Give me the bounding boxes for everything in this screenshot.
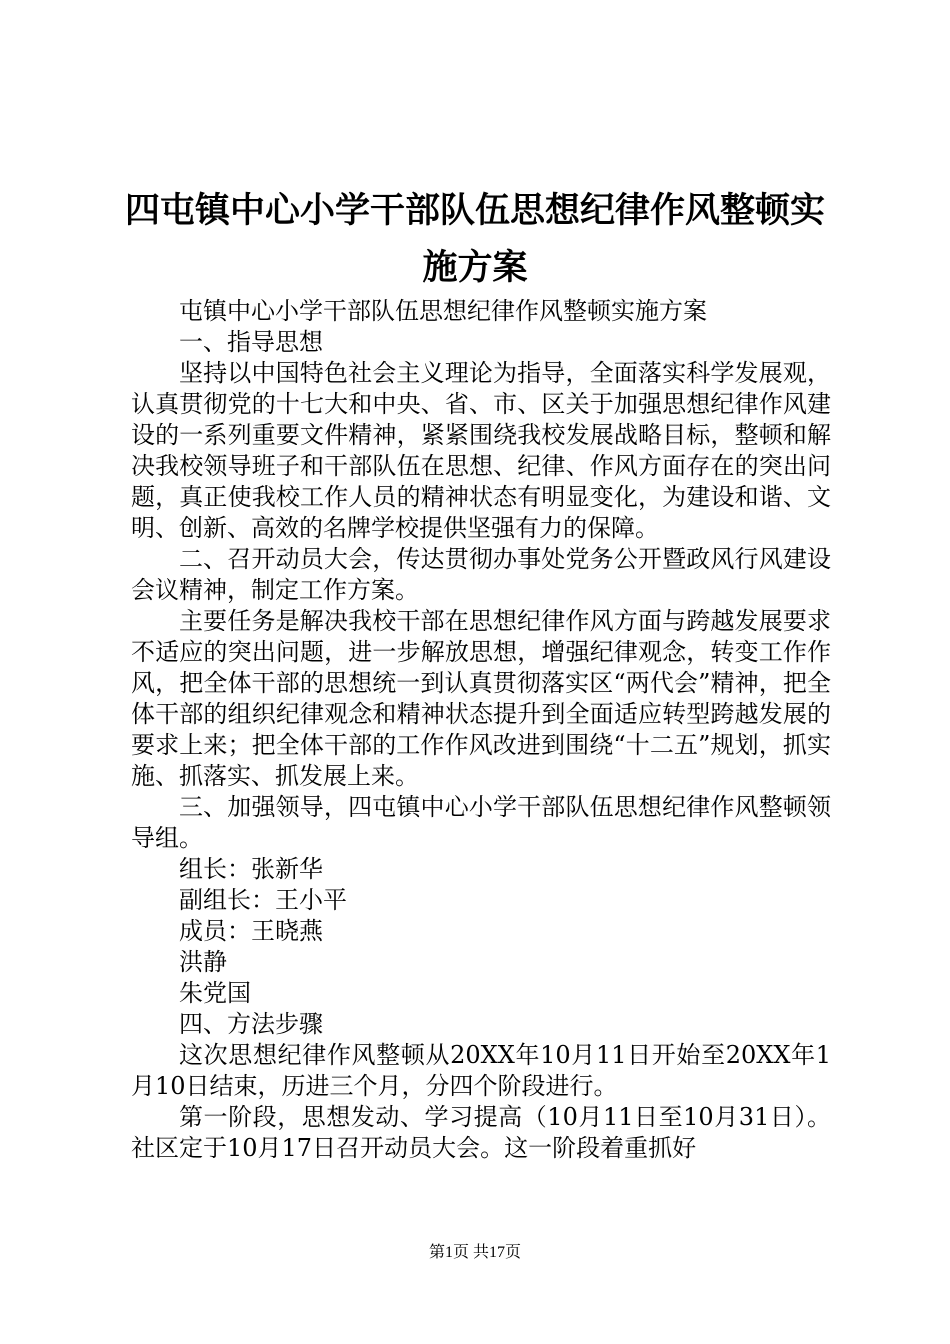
page-footer: 第1页 共17页 <box>428 1244 521 1261</box>
members-line: 成员：王晓燕 <box>179 917 323 945</box>
leader-line: 组长：张新华 <box>179 855 323 883</box>
paragraph-phase-one: 第一阶段，思想发动、学习提高（10月11日至10月31日）。社区定于10月17日召开动员大会。这一阶段着重抓好 <box>131 1103 831 1162</box>
deputy-leader-line: 副组长：王小平 <box>179 886 347 914</box>
paragraph-guiding-ideology: 坚持以中国特色社会主义理论为指导，全面落实科学发展观，认真贯彻党的十七大和中央、省、市、区关于加强思想纪律作风建设的一系列重要文件精神，紧紧围绕我校发展战略目标，整顿和解决我校领导班子和干部队伍在思想、纪律、作风方面存在的突出问题，真正使我校工作人员的精神状态有明显变化，为建设和谐、文明、创新、高效的名牌学校提供坚强有力的保障。 <box>131 359 831 542</box>
subtitle-paragraph: 屯镇中心小学干部队伍思想纪律作风整顿实施方案 <box>179 297 707 325</box>
document-title-line-1: 四屯镇中心小学干部队伍思想纪律作风整顿实 <box>124 191 825 231</box>
section-heading-guiding-ideology: 一、指导思想 <box>179 328 323 356</box>
paragraph-leadership: 三、加强领导，四屯镇中心小学干部队伍思想纪律作风整顿领导组。 <box>131 793 831 852</box>
section-heading-methods: 四、方法步骤 <box>179 1010 323 1038</box>
member-name-line: 洪静 <box>179 948 227 976</box>
document-title-line-2: 施方案 <box>422 248 528 288</box>
paragraph-main-tasks: 主要任务是解决我校干部在思想纪律作风方面与跨越发展要求不适应的突出问题，进一步解放思想，增强纪律观念，转变工作作风，把全体干部的思想统一到认真贯彻落实区“两代会”精神，把全体干部的组织纪律观念和精神状态提升到全面适应转型跨越发展的要求上来；把全体干部的工作作风改进到围绕“十二五”规划，抓实施、抓落实、抓发展上来。 <box>131 607 831 790</box>
paragraph-schedule: 这次思想纪律作风整顿从20XX年10月11日开始至20XX年1月10日结束，历进三个月，分四个阶段进行。 <box>131 1041 831 1100</box>
document-body <box>131 296 831 1164</box>
paragraph-mobilization-meeting: 二、召开动员大会，传达贯彻办事处党务公开暨政风行风建设会议精神，制定工作方案。 <box>131 545 831 604</box>
member-name-line: 朱党国 <box>179 979 251 1007</box>
